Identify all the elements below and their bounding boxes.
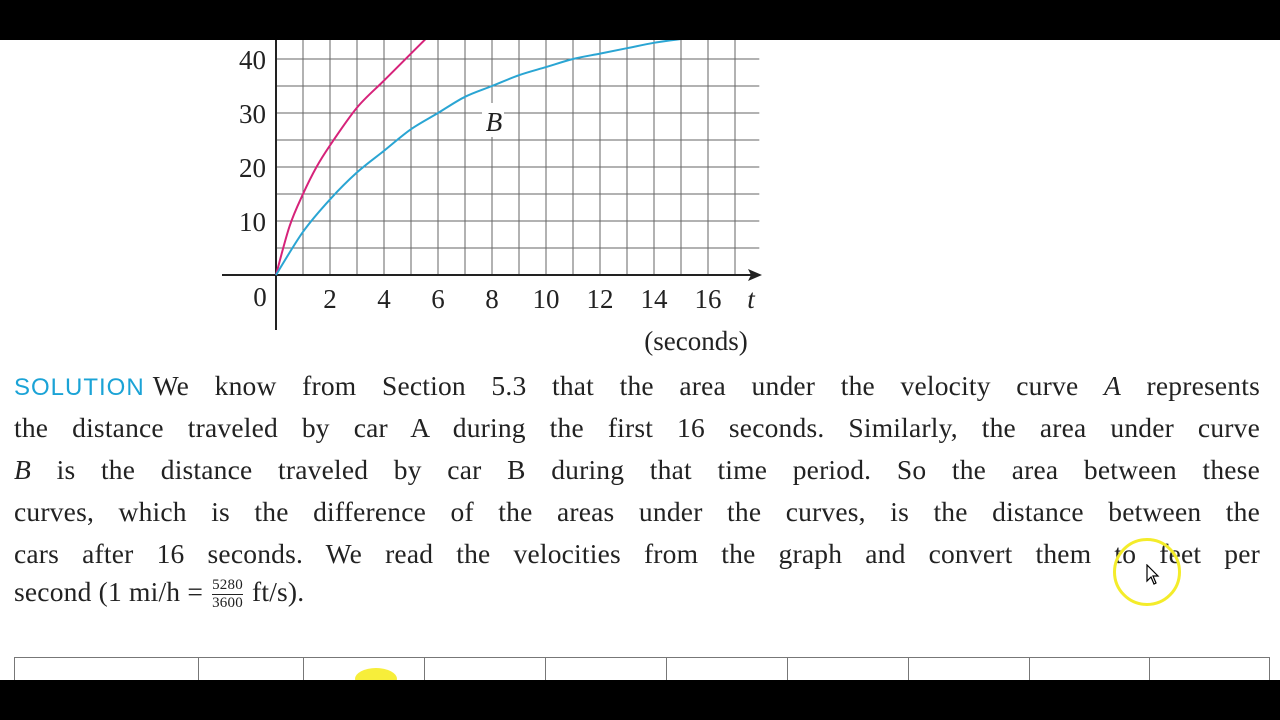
text: second (1 mi/h = [14,576,211,607]
video-letterbox-bottom [0,680,1280,720]
text-line: curves, which is the difference of the areas under the curves, is the distance between the [14,496,1260,527]
y-tick-label: 40 [239,45,266,75]
curve-label: B [14,454,31,485]
x-tick-label: 14 [640,284,668,314]
text-line: the distance traveled by car A during the first 16 seconds. Similarly, the area under curve [14,412,1260,443]
mouse-pointer-icon [1146,564,1160,586]
denominator: 3600 [212,595,243,612]
text-line: cars after 16 seconds. We read the velocities from the graph and convert them to feet per [14,538,1260,569]
x-axis-label: t [747,284,755,314]
text: We know from Section 5.3 that the area under the velocity curve [152,370,1104,401]
solution-heading: SOLUTION [14,374,145,401]
text-line [14,454,1260,486]
curve-B [276,40,735,275]
y-tick-label: 10 [239,207,266,237]
velocity-chart [0,40,800,360]
x-tick-label: 10 [532,284,560,314]
x-tick-label: 8 [485,284,499,314]
text-line [14,370,1260,402]
y-tick-label: 30 [239,99,266,129]
x-tick-label: 16 [694,284,722,314]
curve-label: A [1103,370,1121,401]
curve-b-label: B [485,107,503,137]
text-line [14,576,1260,612]
video-letterbox-top [0,0,1280,40]
y-tick-label: 20 [239,153,266,183]
fraction [212,577,243,612]
x-tick-label: 2 [323,284,337,314]
text: represents [1120,370,1260,401]
x-tick-label: 4 [377,284,391,314]
x-tick-label: 6 [431,284,445,314]
x-tick-label: 12 [586,284,614,314]
x-axis-unit: (seconds) [644,326,748,356]
numerator: 5280 [212,577,243,594]
text: is the distance traveled by car B during that time period. So the area between these [31,454,1260,485]
origin-label: 0 [253,282,267,312]
text: ft/s). [244,576,305,607]
